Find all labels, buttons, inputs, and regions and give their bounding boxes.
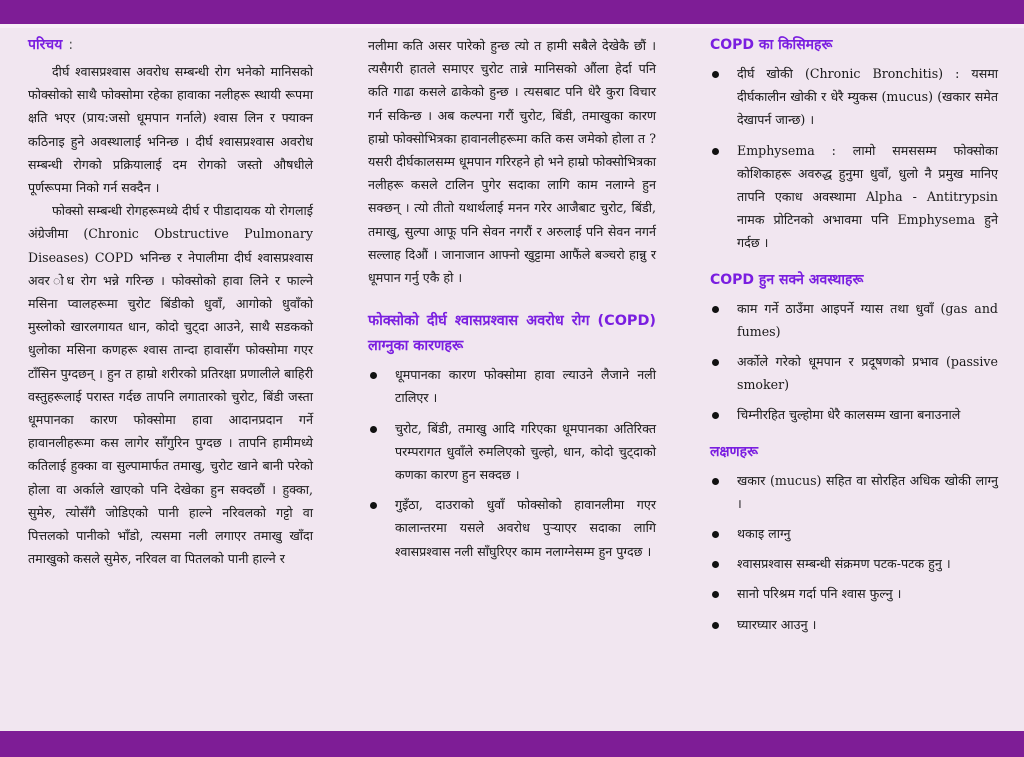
list-item-text: काम गर्ने ठाउँमा आइपर्ने ग्यास तथा धुवाँ (gas and fumes): [737, 300, 998, 339]
continued-paragraph: नलीमा कति असर पारेको हुन्छ त्यो त हामी सबैले देखेकै छौं । त्यसैगरी हातले समाएर चुरोट तान्ने मानिसको औंला हेर्दा पनि कति गाढा कसले ढाकेको हुन्छ । त्यसबाट पनि धेरै कुरा विचार गर्न सकिन्छ । अब कल्पना गरौं चुरोट, बिंडी, तमाखुका कारण हाम्रो फोक्सोभित्रका हावानलीहरूमा कति कस जमेको होला त ? यसरी दीर्घकालसम्म धूमपान गरिरहने हो भने हाम्रो फोक्सोभित्रका नलीहरू कसले टालिन पुगेर सदाका लागि काम नलाग्ने हुन सक्छन् । त्यो तीतो यथार्थलाई मनन गरेर आजैबाट चुरोट, बिंडी, तमाखु, सुल्पा आफू पनि सेवन नगरौं र अरुलाई पनि सेवन नगर्न सल्लाह दिऔं । जानाजान आफ्नो खुट्टामा आफैंले बञ्चरो हान्नु र धूमपान गर्नु एकै हो ।: [368, 38, 657, 286]
list-item: [368, 493, 656, 563]
list-item-text: धूमपानका कारण फोक्सोमा हावा ल्याउने लैजाने नली टालिएर ।: [395, 367, 656, 406]
list-item-text: चुरोट, बिंडी, तमाखु आदि गरिएका धूमपानका अतिरिक्त परम्परागत धुवाँले रुमलिएको चुल्हो, धान, कोदो चुट्दाको कणका कारण हुन सक्दछ ।: [395, 420, 656, 483]
heading-copd-types: COPD का किसिमहरू: [710, 37, 833, 53]
top-light-band: [0, 24, 1024, 28]
list-item-text: घ्यारघ्यार आउनु ।: [737, 616, 817, 632]
list-item: [710, 403, 998, 426]
list-item: [710, 469, 998, 515]
list-item: [710, 613, 998, 636]
list-item-text: अर्कोले गरेको धूमपान र प्रदूषणको प्रभाव (passive smoker): [737, 354, 998, 393]
list-item-text: Emphysema : लामो समससम्म फोक्सोका कोशिकाहरू अवरुद्ध हुनुमा धुवाँ, धुलो नै प्रमुख मानिए तापनि एकाध अवस्थामा Alpha - Antitrypsin नामक प्रोटिनको अभावमा पनि Emphysema हुने गर्दछ ।: [737, 142, 998, 251]
list-item: [710, 139, 998, 255]
list-item: [710, 582, 998, 605]
list-item: [710, 297, 998, 343]
left-column: [28, 34, 313, 570]
list-item-text: खकार (mucus) सहित वा सोरहित अधिक खोकी लाग्नु ।: [737, 472, 998, 511]
heading-introduction: [28, 34, 313, 56]
list-item-text: गुइँठा, दाउराको धुवाँ फोक्सोको हावानलीमा गएर कालान्तरमा यसले अवरोध पुऱ्याएर सदाका लागि श्वासप्रश्वास नली साँघुरिएर काम नलाग्नेसम्म हुन पुग्दछ ।: [395, 497, 656, 559]
bottom-purple-band: [0, 731, 1024, 757]
list-item-text: चिम्नीरहित चुल्होमा धेरै कालसम्म खाना बनाउनाले: [737, 407, 961, 423]
heading-causes: फोक्सोको दीर्घ श्वासप्रश्वास अवरोध रोग (COPD) लाग्नुका कारणहरू: [368, 313, 656, 355]
heading-copd-conditions: COPD हुन सक्ने अवस्थाहरू: [710, 271, 864, 288]
heading-symptoms: लक्षणहरू: [710, 443, 758, 460]
list-item-text: श्वासप्रश्वास सम्बन्धी संक्रमण पटक-पटक हुनु ।: [737, 556, 951, 572]
causes-list: [368, 363, 656, 563]
right-column: [710, 34, 998, 643]
list-item: [710, 522, 998, 545]
intro-paragraph-2: फोक्सो सम्बन्धी रोगहरूमध्ये दीर्घ र पीडादायक यो रोगलाई अंग्रेजीमा (Chronic Obstructive Pulmonary Diseases) COPD भनिन्छ र नेपालीमा दीर्घ श्वासप्रश्वास अवर ोध रोग भन्ने गरिन्छ । फोक्सोको हावा लिने र फाल्ने मसिना प्वालहरूमा चुरोट बिंडीको धुवाँ, आगोको धुवाँको मुस्लोको खारलगायत धान, कोदो चुट्दा आउने, साथै सडकको धुलोका मसिना कणहरू श्वास तान्दा हावासँग फोक्सोमा गएर टाँसिन पुग्दछन् । हुन त हाम्रो शरीरको प्रतिरक्षा प्रणालीले बाहिरी वस्तुहरूलाई परास्त गर्दछ तापनि लगातारको चुरोट, बिंडी जस्ता धूमपानका कारण फोक्सोमा हावा आदानप्रदान गर्ने हावानलीहरूमा कस लागेर साँगुरिन पुग्दछ । तापनि हामीमध्ये कतिलाई हुक्का वा सुल्पामार्फत तमाखु, चुरोट खाने बानी परेको होला वा अर्काले खाएको पनि देखेका हुन सक्दछौं । हुक्का, सुमेरु, त्योसँगै जोडिएको पानी हाल्ने नरिवलको गट्टो वा पित्तलको पानीको भाँडो, त्यसमा नली लगाएर तमाखु खाँदा तमाखुको कसले सुमेरु, नरिवल वा पितलको पानी हाल्ने र: [28, 203, 313, 567]
heading-colon: :: [68, 37, 74, 53]
intro-paragraph-1: दीर्घ श्वासप्रश्वास अवरोध सम्बन्धी रोग भनेको मानिसको फोक्सोको साथै फोक्सोमा रहेका हावाका नलीहरू स्थायी रूपमा क्षति भएर (प्राय:जसो धूमपान गर्नाले) श्वास लिन र फ्याक्न कठिनाइ हुने अवस्थालाई भनिन्छ । दीर्घ श्वासप्रश्वास अवरोध सम्बन्धी रोगको प्रक्रियालाई दम रोगको जस्तो औषधीले पूर्णरूपमा निको गर्न सक्दैन ।: [28, 64, 313, 196]
middle-column: [368, 34, 656, 570]
list-item: [368, 363, 656, 409]
list-item-text: सानो परिश्रम गर्दा पनि श्वास फुल्नु ।: [737, 586, 902, 602]
list-item: [368, 417, 656, 487]
list-item: [710, 552, 998, 575]
symptoms-list: [710, 469, 998, 636]
copd-types-list: [710, 62, 998, 255]
list-item: [710, 350, 998, 396]
list-item-text: थकाइ लाग्नु: [737, 526, 791, 542]
copd-conditions-list: [710, 297, 998, 427]
list-item-text: दीर्घ खोकी (Chronic Bronchitis) : यसमा दीर्घकालीन खोकी र धेरै म्युकस (mucus) (खकार समेत देखापर्न जान्छ) ।: [737, 66, 998, 128]
top-purple-band: [0, 0, 1024, 24]
list-item: [710, 62, 998, 132]
heading-introduction-text: परिचय: [28, 37, 63, 53]
